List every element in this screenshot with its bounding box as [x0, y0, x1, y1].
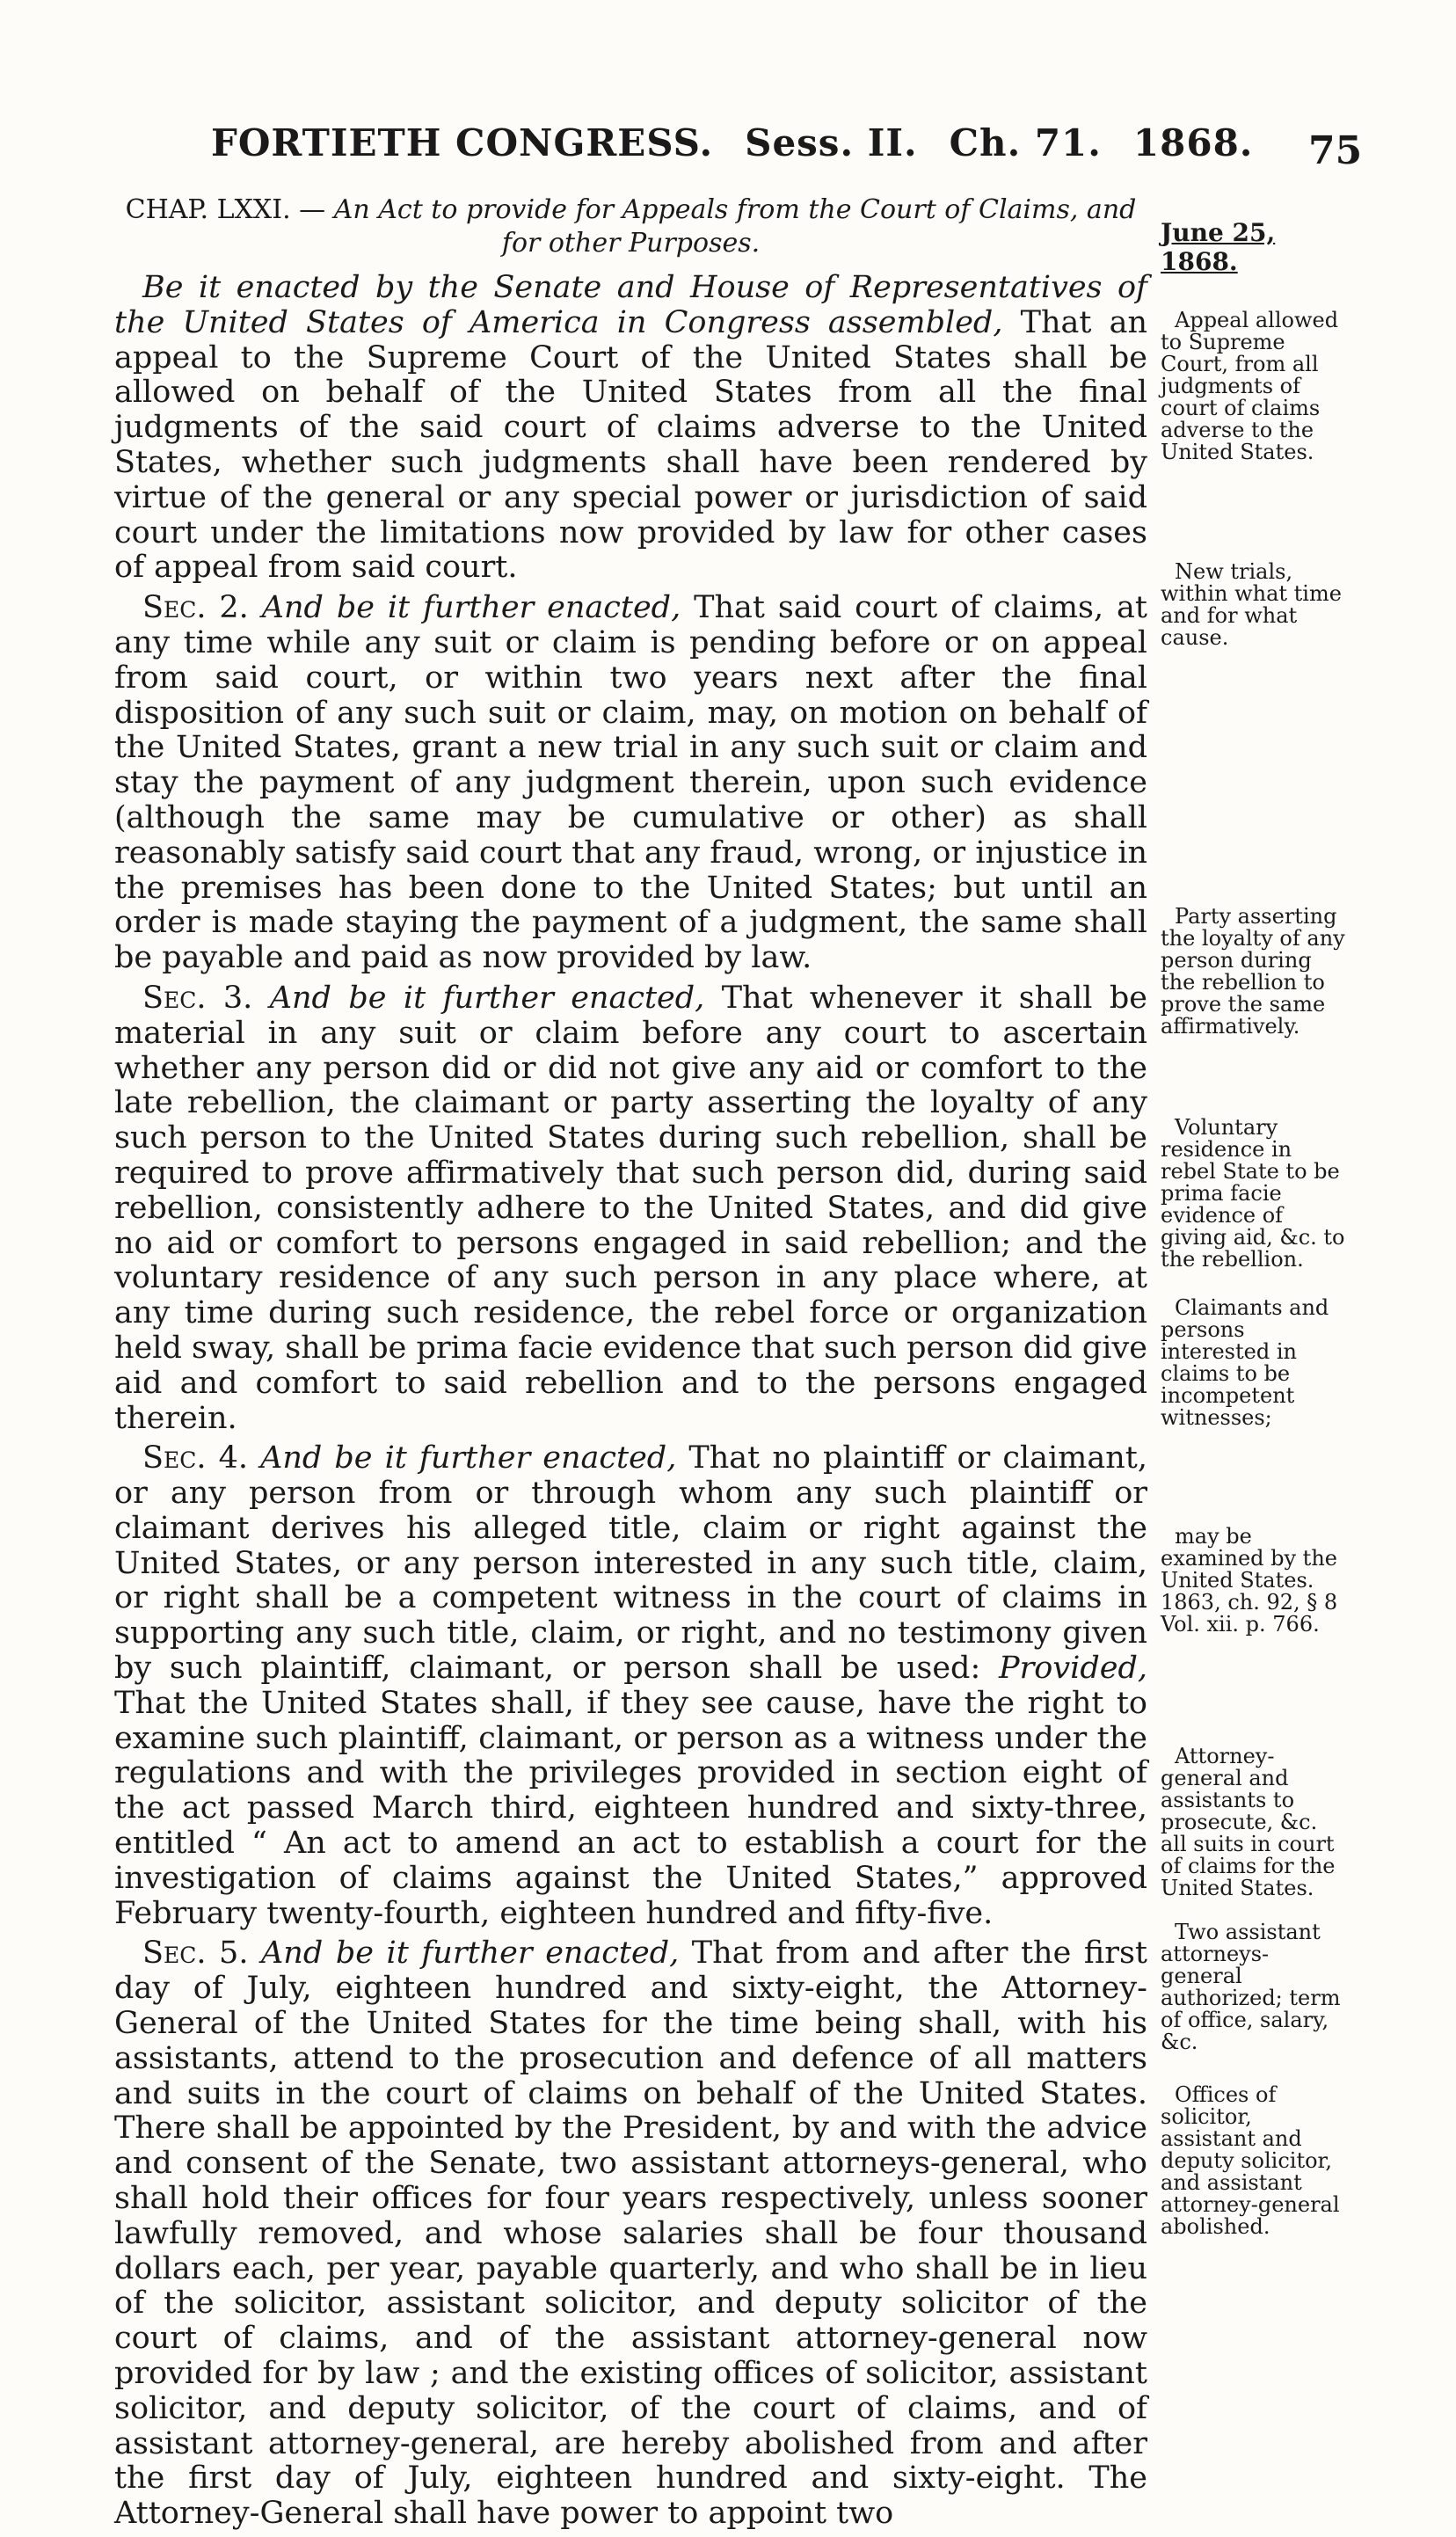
section-lead: And be it further enacted, [261, 1936, 680, 1972]
proviso-label: Provided, [999, 1651, 1147, 1687]
section-lead: And be it further enacted, [260, 1440, 677, 1476]
section-text: That said court of claims, at any time while any suit or claim is pending before or on appeal from said court, or within two years next after the final disposition of any such suit or claim, may, on motion on behalf of the United States, grant a new trial in any such suit or claim and stay the payment of any judgment therein, upon such evidence (although the same may be cumulative or other) as shall reasonably satisfy said court that any fraud, wrong, or injustice in the premises has been done to the United States; but until an order is made staying the payment of a judgment, the same shall be payable and paid as now provided by law. [114, 590, 1147, 976]
header-year: 1868. [1132, 121, 1254, 164]
header-congress: FORTIETH CONGRESS. [211, 121, 714, 164]
section-text: That no plaintiff or claimant, or any person from or through whom any such plaintiff or claimant derives his alleged title, claim or right against the United States, or any person interested in any such title, claim, or right shall be a competent witness in the court of claims in supporting any such title, claim, or right, and no testimony given by such plaintiff, claimant, or person shall be used: [114, 1440, 1147, 1687]
chapter-heading [114, 193, 1147, 260]
header-session: Sess. II. [745, 121, 918, 164]
running-header [211, 121, 1345, 164]
margin-note: may be examined by the United States. 1863, ch. 92, § 8 Vol. xii. p. 766. [1161, 1524, 1338, 1637]
margin-note: Voluntary residence in rebel State to be prima facie evidence of giving aid, &c. to the rebellion. [1161, 1115, 1345, 1272]
section-3 [114, 981, 1147, 1436]
margin-note: Appeal allowed to Supreme Court, from all judgments of court of claims adverse to the United States. [1161, 308, 1339, 464]
section-text: That from and after the first day of July, eighteen hundred and sixty-eight, the Attorney-General of the United States for the time being shall, with his assistants, attend to the prosecution and defence of all matters and suits in the court of claims on behalf of the United States. There shall be appointed by the President, by and with the advice and consent of the Senate, two assistant attorneys-general, who shall hold their offices for four years respectively, unless sooner lawfully removed, and whose salaries shall be four thousand dollars each, per year, payable quarterly, and who shall be in lieu of the solicitor, assistant solicitor, and deputy solicitor of the court of claims, and of the assistant attorney-general now provided for by law ; and the existing offices of solicitor, assistant solicitor, and deputy solicitor, of the court of claims, and of assistant attorney-general, are hereby abolished from and after the first day of July, eighteen hundred and sixty-eight. The Attorney-General shall have power to appoint two [114, 1936, 1147, 2532]
section-5 [114, 1936, 1147, 2532]
margin-note: Attorney-general and assistants to prosecute, &c. all suits in court of claims for the United States. [1161, 1744, 1336, 1900]
section-lead: And be it further enacted, [261, 590, 681, 626]
margin-note: Party asserting the loyalty of any person during the rebellion to prove the same affirmatively. [1161, 904, 1345, 1039]
section-number: Sec. 4. [142, 1440, 248, 1476]
margin-note: Offices of solicitor, assistant and deputy solicitor, and assistant attorney-general abolished. [1161, 2082, 1340, 2239]
page-number: 75 [1308, 128, 1363, 173]
chapter-number: CHAP. LXXI. — [125, 194, 326, 225]
section-2 [114, 591, 1147, 976]
chapter-title: An Act to provide for Appeals from the Court of Claims, and for other Purposes. [333, 194, 1137, 259]
margin-note: Claimants and persons interested in claims to be incompetent witnesses; [1161, 1295, 1329, 1430]
chapter-date: June 25, 1868. [1161, 218, 1276, 276]
section-1 [114, 271, 1147, 586]
section-number: Sec. 5. [142, 1936, 249, 1972]
section-text: That whenever it shall be material in any suit or claim before any court to ascertain whether any person did or did not give any aid or comfort to the late rebellion, the claimant or party asserting the loyalty of any such person to the United States during such rebellion, shall be required to prove affirmatively that such person did, during said rebellion, consistently adhere to the United States, and did give no aid or comfort to persons engaged in said rebellion; and the voluntary residence of any such person in any place where, at any time during such residence, the rebel force or organization held sway, shall be prima facie evidence that such person did give aid and comfort to said rebellion and to the persons engaged therein. [114, 980, 1147, 1436]
section-number: Sec. 3. [142, 980, 253, 1016]
enacting-clause: Be it enacted by the Senate and House of Representatives of the United States of America in Congress assembled, [114, 270, 1147, 340]
statute-body [114, 271, 1147, 2537]
header-chapter: Ch. 71. [949, 121, 1102, 164]
margin-note: Two assistant attorneys-general authorized; term of office, salary, &c. [1161, 1920, 1341, 2054]
section-text: That an appeal to the Supreme Court of the United States shall be allowed on behalf of the United States from all the final judgments of the said court of claims adverse to the United States, whether such judgments shall have been rendered by virtue of the general or any special power or jurisdiction of said court under the limitations now provided by law for other cases of appeal from said court. [114, 304, 1147, 586]
section-4 [114, 1441, 1147, 1931]
proviso-text: That the United States shall, if they see cause, have the right to examine such plaintiff, claimant, or person as a witness under the regulations and with the privileges provided in section eight of the act passed March third, eighteen hundred and sixty-three, entitled “ An act to amend an act to establish a court for the investigation of claims against the United States,” approved February twenty-fourth, eighteen hundred and fifty-five. [114, 1685, 1147, 1931]
section-lead: And be it further enacted, [269, 980, 705, 1016]
margin-note: New trials, within what time and for what cause. [1161, 559, 1342, 650]
section-number: Sec. 2. [142, 590, 249, 626]
